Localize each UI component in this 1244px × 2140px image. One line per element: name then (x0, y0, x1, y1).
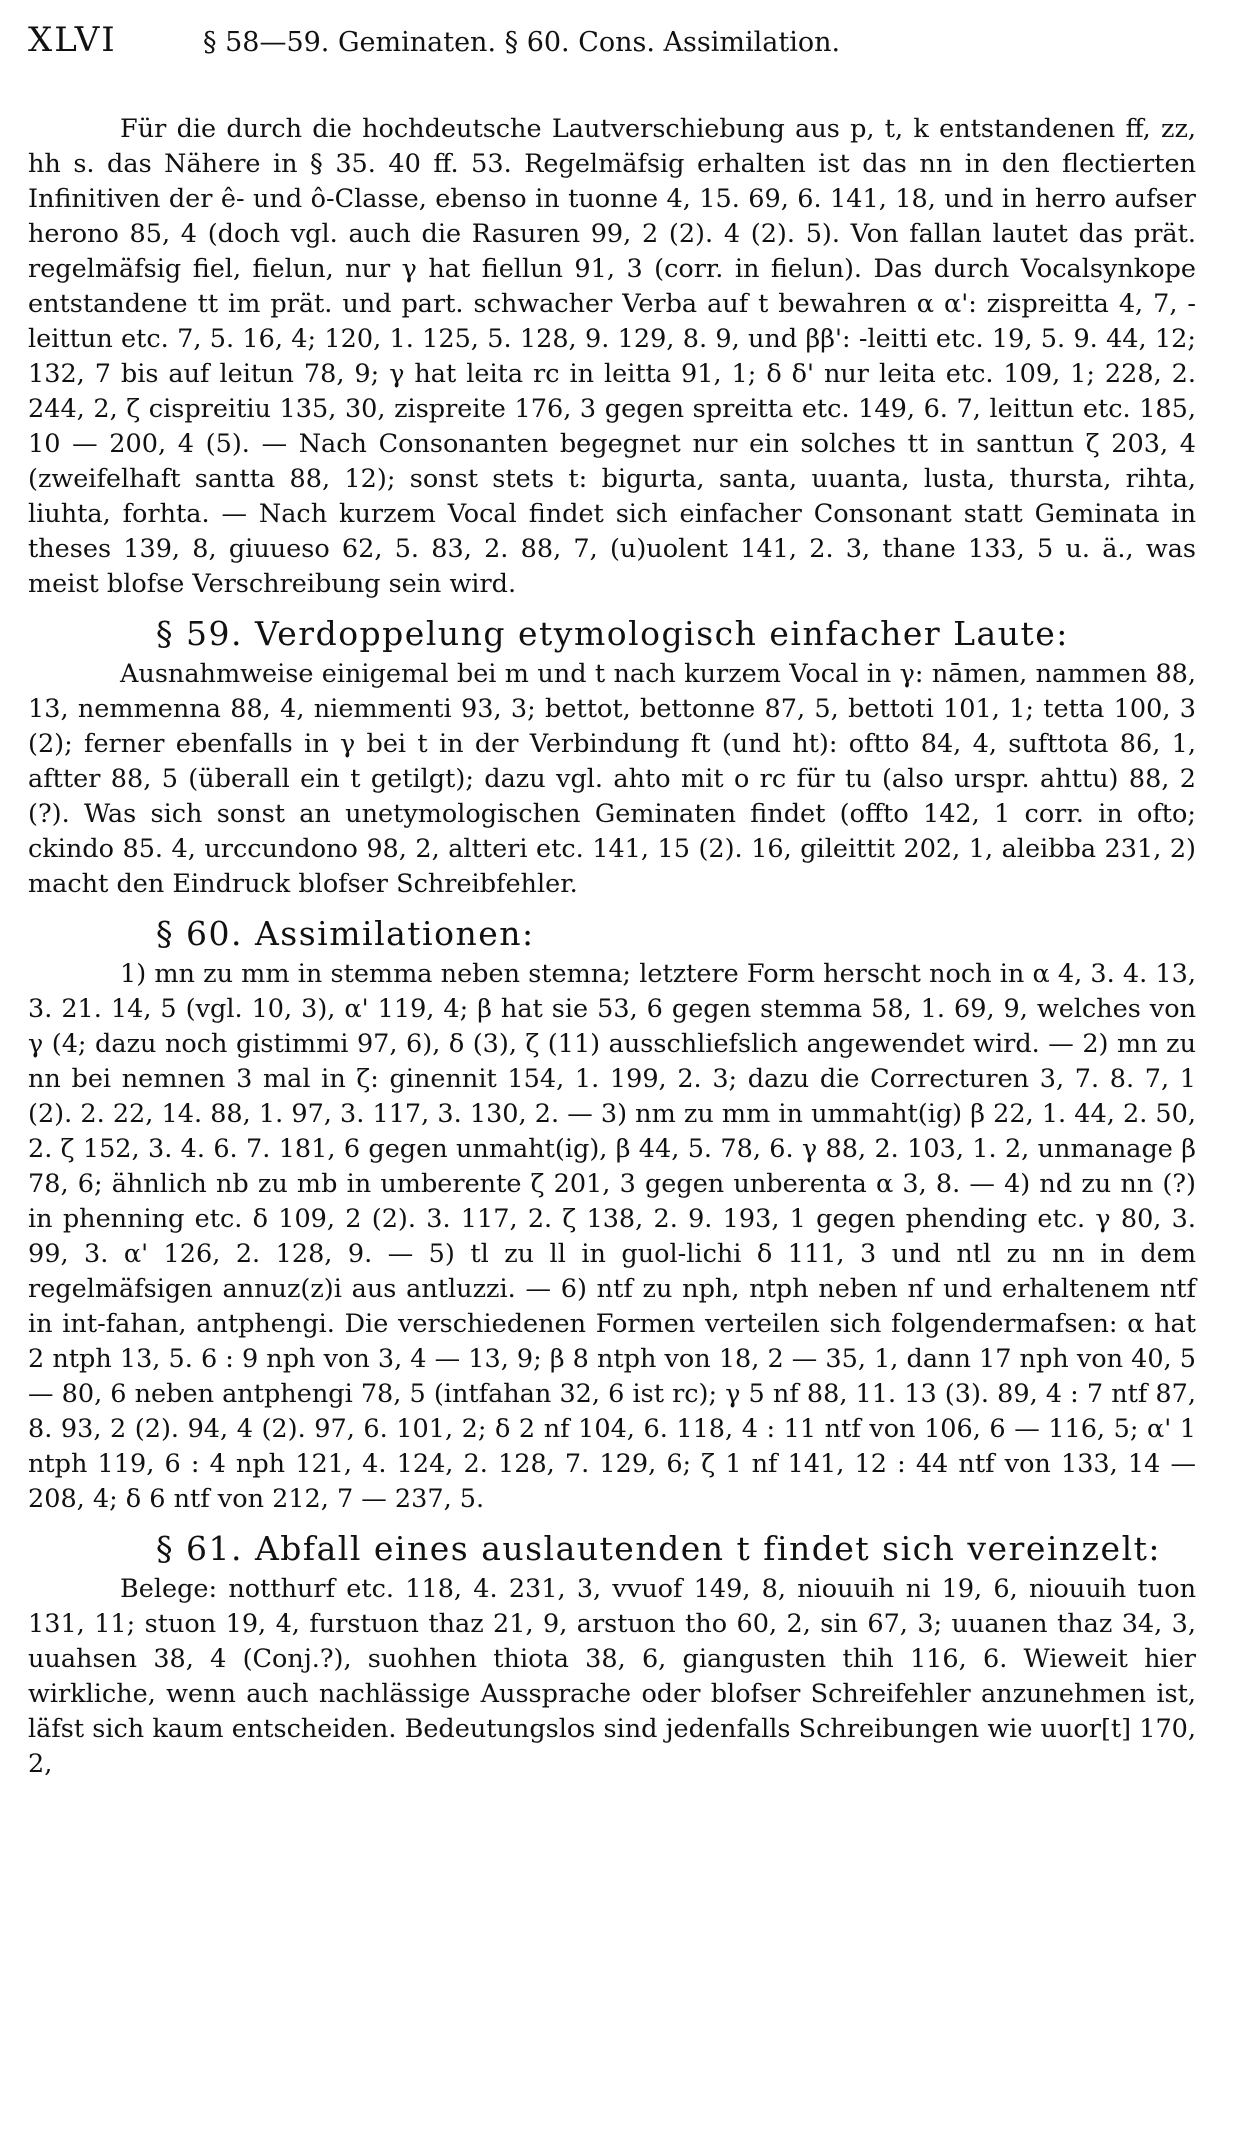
section-59-heading-text: § 59. Verdoppelung etymologisch einfacher Laute: (156, 614, 1069, 653)
page-number: XLVI (28, 20, 117, 60)
heading-section-61 (28, 1525, 1196, 1572)
paragraph-section-58: Für die durch die hochdeutsche Lautverschiebung aus p, t, k entstandenen ff, zz, hh s. das Nähere in § 35. 40 ff. 53. Regelmäfsig erhalten ist das nn in den flectierten Infinitiven der ê- und ô-Classe, ebenso in tuonne 4, 15. 69, 6. 141, 18, und in herro aufser herono 85, 4 (doch vgl. auch die Rasuren 99, 2 (2). 4 (2). 5). Von fallan lautet das prät. regelmäfsig fiel, fielun, nur γ hat fiellun 91, 3 (corr. in fielun). Das durch Vocalsynkope entstandene tt im prät. und part. schwacher Verba auf t bewahren α α': zispreitta 4, 7, -leittun etc. 7, 5. 16, 4; 120, 1. 125, 5. 128, 9. 129, 8. 9, und ββ': -leitti etc. 19, 5. 9. 44, 12; 132, 7 bis auf leitun 78, 9; γ hat leita rc in leitta 91, 1; δ δ' nur leita etc. 109, 1; 228, 2. 244, 2, ζ cispreitiu 135, 30, zispreite 176, 3 gegen spreitta etc. 149, 6. 7, leittun etc. 185, 10 — 200, 4 (5). — Nach Consonanten begegnet nur ein solches tt in santtun ζ 203, 4 (zweifelhaft santta 88, 12); sonst stets t: bigurta, santa, uuanta, lusta, thursta, rihta, liuhta, forhta. — Nach kurzem Vocal findet sich einfacher Consonant statt Geminata in theses 139, 8, giuueso 62, 5. 83, 2. 88, 7, (u)uolent 141, 2. 3, thane 133, 5 u. ä., was meist blofse Verschreibung sein wird. (28, 114, 1196, 599)
paragraph-section-61: Belege: notthurf etc. 118, 4. 231, 3, vvuof 149, 8, niouuih ni 19, 6, niouuih tuon 131, 11; stuon 19, 4, furstuon thaz 21, 9, arstuon tho 60, 2, sin 67, 3; uuanen thaz 34, 3, uuahsen 38, 4 (Conj.?), suohhen thiota 38, 6, giangusten thih 116, 6. Wieweit hier wirkliche, wenn auch nachlässige Aussprache oder blofser Schreifehler anzunehmen ist, läfst sich kaum entscheiden. Bedeutungslos sind jedenfalls Schreibungen wie uuor[t] 170, 2, (28, 1574, 1196, 1779)
section-61-heading-text: § 61. Abfall eines auslautenden t findet sich vereinzelt: (156, 1529, 1162, 1568)
heading-section-59 (28, 610, 1196, 657)
running-title: § 58—59. Geminaten. § 60. Cons. Assimilation. (203, 27, 841, 58)
running-head (28, 20, 1196, 60)
heading-section-60 (28, 910, 1196, 957)
paragraph-section-60: 1) mn zu mm in stemma neben stemna; letztere Form herscht noch in α 4, 3. 4. 13, 3. 21. 14, 5 (vgl. 10, 3), α' 119, 4; β hat sie 53, 6 gegen stemma 58, 1. 69, 9, welches von γ (4; dazu noch gistimmi 97, 6), δ (3), ζ (11) ausschliefslich angewendet wird. — 2) mn zu nn bei nemnen 3 mal in ζ: ginennit 154, 1. 199, 2. 3; dazu die Correcturen 3, 7. 8. 7, 1 (2). 2. 22, 14. 88, 1. 97, 3. 117, 3. 130, 2. — 3) nm zu mm in ummaht(ig) β 22, 1. 44, 2. 50, 2. ζ 152, 3. 4. 6. 7. 181, 6 gegen unmaht(ig), β 44, 5. 78, 6. γ 88, 2. 103, 1. 2, unmanage β 78, 6; ähnlich nb zu mb in umberente ζ 201, 3 gegen unberenta α 3, 8. — 4) nd zu nn (?) in phenning etc. δ 109, 2 (2). 3. 117, 2. ζ 138, 2. 9. 193, 1 gegen phending etc. γ 80, 3. 99, 3. α' 126, 2. 128, 9. — 5) tl zu ll in guol-lichi δ 111, 3 und ntl zu nn in dem regelmäfsigen annuz(z)i aus antluzzi. — 6) ntf zu nph, ntph neben nf und erhaltenem ntf in int-fahan, antphengi. Die verschiedenen Formen verteilen sich folgendermafsen: α hat 2 ntph 13, 5. 6 : 9 nph von 3, 4 — 13, 9; β 8 ntph von 18, 2 — 35, 1, dann 17 nph von 40, 5 — 80, 6 neben antphengi 78, 5 (intfahan 32, 6 ist rc); γ 5 nf 88, 11. 13 (3). 89, 4 : 7 ntf 87, 8. 93, 2 (2). 94, 4 (2). 97, 6. 101, 2; δ 2 nf 104, 6. 118, 4 : 11 ntf von 106, 6 — 116, 5; α' 1 ntph 119, 6 : 4 nph 121, 4. 124, 2. 128, 7. 129, 6; ζ 1 nf 141, 12 : 44 ntf von 133, 14 — 208, 4; δ 6 ntf von 212, 7 — 237, 5. (28, 959, 1196, 1514)
paragraph-section-59: Ausnahmweise einigemal bei m und t nach kurzem Vocal in γ: nāmen, nammen 88, 13, nemmenna 88, 4, niemmenti 93, 3; bettot, bettonne 87, 5, bettoti 101, 1; tetta 100, 3 (2); ferner ebenfalls in γ bei t in der Verbindung ft (und ht): oftto 84, 4, sufttota 86, 1, aftter 88, 5 (überall ein t getilgt); dazu vgl. ahto mit o rc für tu (also urspr. ahttu) 88, 2 (?). Was sich sonst an unetymologischen Geminaten findet (offto 142, 1 corr. in ofto; ckindo 85. 4, urccundono 98, 2, altteri etc. 141, 15 (2). 16, gileittit 202, 1, aleibba 231, 2) macht den Eindruck blofser Schreibfehler. (28, 659, 1196, 899)
section-60-heading-text: § 60. Assimilationen: (156, 914, 535, 953)
